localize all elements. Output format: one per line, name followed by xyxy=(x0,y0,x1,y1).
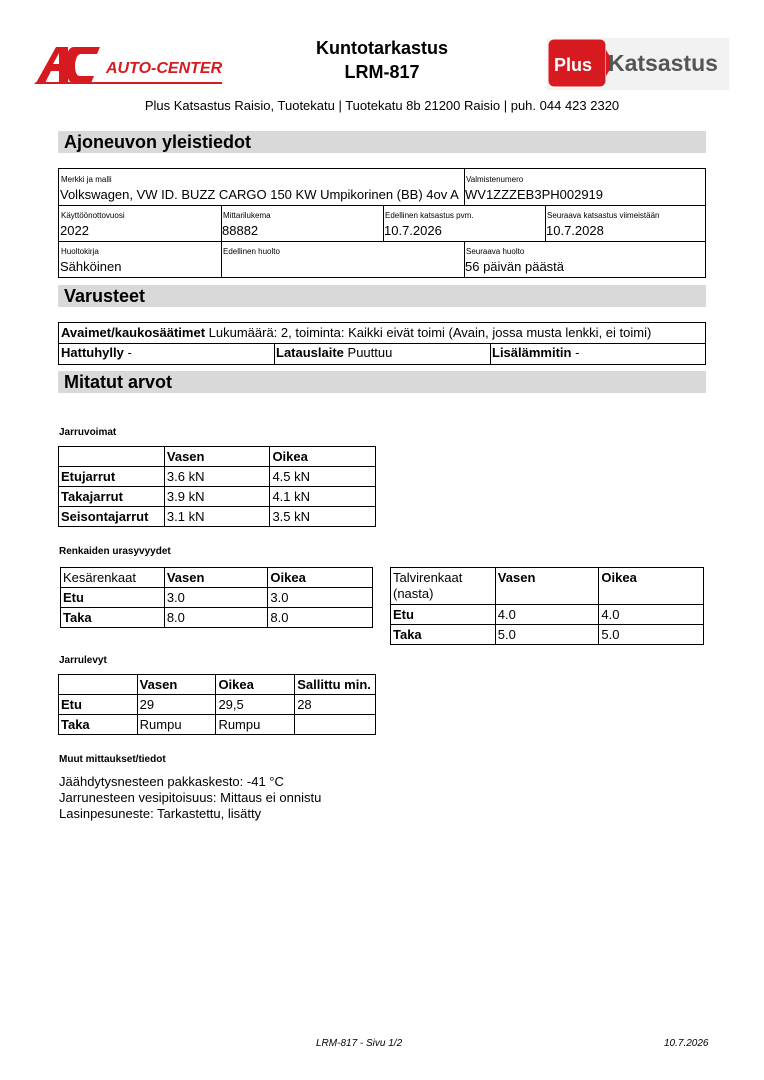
previous-service-cell xyxy=(221,241,464,277)
row-label: Etujarrut xyxy=(59,467,165,487)
footer-date: 10.7.2026 xyxy=(664,1038,709,1049)
table-row xyxy=(59,467,376,487)
hat-shelf-cell xyxy=(59,343,274,364)
header-cell: Kesärenkaat xyxy=(61,568,165,588)
summer-tires-table xyxy=(60,567,373,628)
header-cell: Talvirenkaat (nasta) xyxy=(391,568,496,605)
section-heading-general: Ajoneuvon yleistiedot xyxy=(58,131,706,153)
table-cell: 3.0 xyxy=(268,588,373,608)
table-cell xyxy=(295,715,376,735)
tread-depth-title: Renkaiden urasyvyydet xyxy=(59,546,171,557)
vin-cell xyxy=(464,169,705,205)
footer-page-number: LRM-817 - Sivu 1/2 xyxy=(316,1038,403,1049)
service-book-value: Sähköinen xyxy=(60,259,122,274)
plate-number: LRM-817 xyxy=(344,62,420,82)
year-label: Käyttöönottovuosi xyxy=(61,211,125,220)
table-cell: 28 xyxy=(295,695,376,715)
section-heading-measured: Mitatut arvot xyxy=(58,371,706,393)
table-row xyxy=(59,507,376,527)
table-cell: Rumpu xyxy=(216,715,295,735)
other-measurement-line: Jarrunesteen vesipitoisuus: Mittaus ei onnistu xyxy=(59,790,322,805)
row-label: Etu xyxy=(61,588,165,608)
table-header-row xyxy=(391,568,704,605)
next-inspection-cell xyxy=(545,205,705,241)
year-value: 2022 xyxy=(60,223,89,238)
header-cell xyxy=(59,675,138,695)
next-inspection-label: Seuraava katsastus viimeistään xyxy=(547,211,660,220)
table-cell: 29,5 xyxy=(216,695,295,715)
table-header-row xyxy=(59,447,376,467)
table-row xyxy=(391,605,704,625)
next-inspection-value: 10.7.2028 xyxy=(546,223,604,238)
charger-value: Puuttuu xyxy=(343,345,393,360)
header-cell: Vasen xyxy=(164,568,268,588)
table-cell: 3.9 kN xyxy=(164,487,270,507)
vin-label: Valmistenumero xyxy=(466,175,524,184)
keys-value: Lukumäärä: 2, toiminta: Kaikki eivät toimi (Avain, jossa musta lenkki, ei toimi) xyxy=(205,325,652,340)
header-cell: Oikea xyxy=(216,675,295,695)
table-cell: 4.0 xyxy=(495,605,599,625)
auto-center-wordmark: AUTO-CENTER xyxy=(106,60,223,77)
row-label: Taka xyxy=(61,608,165,628)
keys-label: Avaimet/kaukosäätimet xyxy=(61,325,206,340)
row-label: Taka xyxy=(391,625,496,645)
header-cell: Oikea xyxy=(270,447,376,467)
heater-value: - xyxy=(571,345,580,360)
previous-service-label: Edellinen huolto xyxy=(223,247,280,256)
next-service-cell xyxy=(464,241,705,277)
station-address: Plus Katsastus Raisio, Tuotekatu | Tuotekatu 8b 21200 Raisio | puh. 044 423 2320 xyxy=(144,98,620,113)
service-book-label: Huoltokirja xyxy=(61,247,99,256)
table-cell: 3.5 kN xyxy=(270,507,376,527)
keys-row xyxy=(59,323,705,343)
row-label: Seisontajarrut xyxy=(59,507,165,527)
winter-tires-table xyxy=(390,567,704,645)
next-service-label: Seuraava huolto xyxy=(466,247,525,256)
vin-value: WV1ZZZEB3PH002919 xyxy=(465,187,604,202)
header-cell: Oikea xyxy=(268,568,373,588)
last-inspection-cell xyxy=(383,205,545,241)
table-cell: 5.0 xyxy=(599,625,704,645)
table-cell: 4.0 xyxy=(599,605,704,625)
brake-discs-title: Jarrulevyt xyxy=(59,655,107,666)
heater-label: Lisälämmitin xyxy=(492,345,572,360)
header-cell: Vasen xyxy=(137,675,216,695)
odometer-cell xyxy=(221,205,383,241)
other-measurement-line: Jäähdytysnesteen pakkaskesto: -41 °C xyxy=(59,774,284,789)
header-cell: Oikea xyxy=(599,568,704,605)
charger-label: Latauslaite xyxy=(276,345,344,360)
make-model-value: Volkswagen, VW ID. BUZZ CARGO 150 KW Umpikorinen (BB) 4ov A xyxy=(60,187,459,202)
table-row xyxy=(61,608,373,628)
header-cell: Sallittu min. xyxy=(295,675,376,695)
table-row xyxy=(391,625,704,645)
other-measurements-list xyxy=(59,774,321,822)
last-inspection-label: Edellinen katsastus pvm. xyxy=(385,211,474,220)
odometer-label: Mittarilukema xyxy=(223,211,271,220)
table-cell: 8.0 xyxy=(164,608,268,628)
heater-cell xyxy=(490,343,705,364)
row-label: Etu xyxy=(391,605,496,625)
table-cell: 5.0 xyxy=(495,625,599,645)
table-row xyxy=(59,715,376,735)
row-label: Taka xyxy=(59,715,138,735)
table-header-row xyxy=(61,568,373,588)
table-cell: Rumpu xyxy=(137,715,216,735)
odometer-value: 88882 xyxy=(222,223,259,238)
table-cell: 3.1 kN xyxy=(164,507,270,527)
brake-forces-table xyxy=(58,446,376,527)
auto-center-logo xyxy=(34,43,224,85)
table-cell: 8.0 xyxy=(268,608,373,628)
year-cell xyxy=(59,205,221,241)
table-cell: 29 xyxy=(137,695,216,715)
general-info-grid xyxy=(58,168,706,278)
plus-badge-text: Plus xyxy=(554,55,593,75)
section-heading-equipment: Varusteet xyxy=(58,285,706,307)
header-cell: Vasen xyxy=(495,568,599,605)
last-inspection-value: 10.7.2026 xyxy=(384,223,442,238)
table-row xyxy=(61,588,373,608)
katsastus-wordmark: Katsastus xyxy=(608,50,718,76)
table-cell: 3.6 kN xyxy=(164,467,270,487)
charger-cell xyxy=(274,343,490,364)
brake-forces-title: Jarruvoimat xyxy=(59,427,117,438)
table-cell: 3.0 xyxy=(164,588,268,608)
table-cell: 4.5 kN xyxy=(270,467,376,487)
header-cell xyxy=(59,447,165,467)
brake-discs-table xyxy=(58,674,376,735)
equipment-grid xyxy=(58,322,706,365)
page-title: Kuntotarkastus xyxy=(315,38,449,58)
table-row xyxy=(59,695,376,715)
plus-katsastus-logo xyxy=(547,38,729,90)
other-measurement-line: Lasinpesuneste: Tarkastettu, lisätty xyxy=(59,806,262,821)
make-model-cell xyxy=(59,169,464,205)
table-cell: 4.1 kN xyxy=(270,487,376,507)
service-book-cell xyxy=(59,241,221,277)
row-label: Etu xyxy=(59,695,138,715)
row-label: Takajarrut xyxy=(59,487,165,507)
table-header-row xyxy=(59,675,376,695)
make-model-label: Merkki ja malli xyxy=(61,175,112,184)
hat-shelf-label: Hattuhylly xyxy=(61,345,124,360)
next-service-value: 56 päivän päästä xyxy=(465,259,565,274)
hat-shelf-value: - xyxy=(123,345,132,360)
other-measurements-title: Muut mittaukset/tiedot xyxy=(59,754,166,765)
table-row xyxy=(59,487,376,507)
header-cell: Vasen xyxy=(164,447,270,467)
